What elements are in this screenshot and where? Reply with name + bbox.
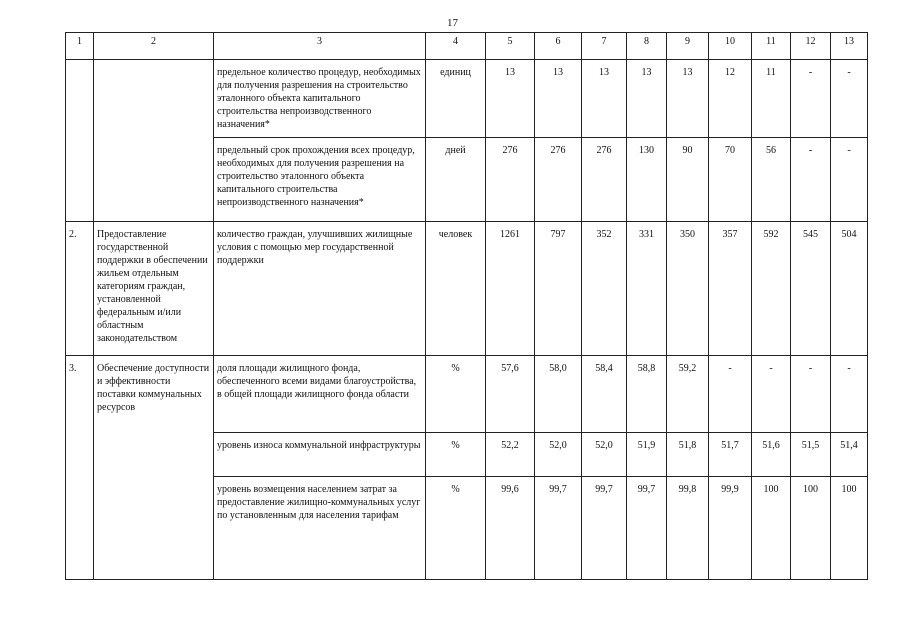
value-cell: 99,7 xyxy=(582,477,627,580)
header-cell: 6 xyxy=(535,33,582,60)
measure-name-cell: Обеспечение доступности и эффективности поставки коммунальных ресурсов xyxy=(94,356,214,580)
index-cell: 3. xyxy=(66,356,94,580)
value-cell: 545 xyxy=(791,222,831,356)
index-cell: 2. xyxy=(66,222,94,356)
indicator-cell: предельный срок прохождения всех процедур, необходимых для получения разрешения на строительство эталонного объекта капитального строительства непроизводственного назначения* xyxy=(214,138,426,222)
value-cell: 99,8 xyxy=(667,477,709,580)
value-cell: 51,9 xyxy=(627,433,667,477)
header-cell: 12 xyxy=(791,33,831,60)
header-cell: 2 xyxy=(94,33,214,60)
value-cell: - xyxy=(791,356,831,433)
indicators-table xyxy=(65,32,868,580)
value-cell: 12 xyxy=(709,60,752,138)
value-cell: 52,0 xyxy=(582,433,627,477)
value-cell: 58,4 xyxy=(582,356,627,433)
value-cell: 1261 xyxy=(486,222,535,356)
header-row xyxy=(66,33,868,60)
value-cell: 57,6 xyxy=(486,356,535,433)
unit-cell: единиц xyxy=(426,60,486,138)
value-cell: 276 xyxy=(486,138,535,222)
indicator-cell: уровень износа коммунальной инфраструктуры xyxy=(214,433,426,477)
value-cell: 331 xyxy=(627,222,667,356)
table-row xyxy=(66,222,868,356)
value-cell: 58,0 xyxy=(535,356,582,433)
value-cell: - xyxy=(831,356,868,433)
measure-name-cell xyxy=(94,60,214,222)
header-cell: 5 xyxy=(486,33,535,60)
value-cell: 100 xyxy=(752,477,791,580)
indicator-cell: количество граждан, улучшивших жилищные условия с помощью мер государственной поддержки xyxy=(214,222,426,356)
value-cell: 99,7 xyxy=(535,477,582,580)
unit-cell: % xyxy=(426,433,486,477)
value-cell: 100 xyxy=(791,477,831,580)
unit-cell: % xyxy=(426,477,486,580)
value-cell: 592 xyxy=(752,222,791,356)
unit-cell: % xyxy=(426,356,486,433)
value-cell: - xyxy=(709,356,752,433)
value-cell: 352 xyxy=(582,222,627,356)
header-cell: 10 xyxy=(709,33,752,60)
value-cell: 51,7 xyxy=(709,433,752,477)
header-cell: 7 xyxy=(582,33,627,60)
value-cell: 58,8 xyxy=(627,356,667,433)
value-cell: 357 xyxy=(709,222,752,356)
header-cell: 1 xyxy=(66,33,94,60)
page-number: 17 xyxy=(447,17,458,29)
indicator-cell: доля площади жилищного фонда, обеспеченного всеми видами благоустройства, в общей площади жилищного фонда области xyxy=(214,356,426,433)
value-cell: - xyxy=(831,138,868,222)
unit-cell: человек xyxy=(426,222,486,356)
value-cell: - xyxy=(752,356,791,433)
value-cell: 51,8 xyxy=(667,433,709,477)
unit-cell: дней xyxy=(426,138,486,222)
header-cell: 11 xyxy=(752,33,791,60)
header-cell: 3 xyxy=(214,33,426,60)
indicator-cell: уровень возмещения населением затрат за предоставление жилищно-коммунальных услуг по установленным для населения тарифам xyxy=(214,477,426,580)
value-cell: 276 xyxy=(582,138,627,222)
value-cell: 59,2 xyxy=(667,356,709,433)
value-cell: 13 xyxy=(535,60,582,138)
value-cell: 13 xyxy=(627,60,667,138)
value-cell: 56 xyxy=(752,138,791,222)
value-cell: - xyxy=(831,60,868,138)
value-cell: 52,2 xyxy=(486,433,535,477)
value-cell: - xyxy=(791,138,831,222)
header-cell: 13 xyxy=(831,33,868,60)
table-row xyxy=(66,356,868,433)
value-cell: 13 xyxy=(582,60,627,138)
value-cell: 99,6 xyxy=(486,477,535,580)
value-cell: 130 xyxy=(627,138,667,222)
value-cell: 797 xyxy=(535,222,582,356)
value-cell: 11 xyxy=(752,60,791,138)
value-cell: 350 xyxy=(667,222,709,356)
index-cell xyxy=(66,60,94,222)
value-cell: 51,4 xyxy=(831,433,868,477)
value-cell: 13 xyxy=(486,60,535,138)
value-cell: 13 xyxy=(667,60,709,138)
value-cell: 70 xyxy=(709,138,752,222)
measure-name-cell: Предоставление государственной поддержки в обеспечении жильем отдельным категориям граждан, установленной федеральным и/или областным законодательством xyxy=(94,222,214,356)
header-cell: 9 xyxy=(667,33,709,60)
value-cell: 504 xyxy=(831,222,868,356)
value-cell: - xyxy=(791,60,831,138)
header-cell: 8 xyxy=(627,33,667,60)
value-cell: 99,9 xyxy=(709,477,752,580)
value-cell: 276 xyxy=(535,138,582,222)
header-cell: 4 xyxy=(426,33,486,60)
value-cell: 90 xyxy=(667,138,709,222)
value-cell: 100 xyxy=(831,477,868,580)
value-cell: 51,6 xyxy=(752,433,791,477)
indicator-cell: предельное количество процедур, необходимых для получения разрешения на строительство эталонного объекта капитального строительства непроизводственного назначения* xyxy=(214,60,426,138)
value-cell: 52,0 xyxy=(535,433,582,477)
value-cell: 51,5 xyxy=(791,433,831,477)
table-row xyxy=(66,60,868,138)
value-cell: 99,7 xyxy=(627,477,667,580)
